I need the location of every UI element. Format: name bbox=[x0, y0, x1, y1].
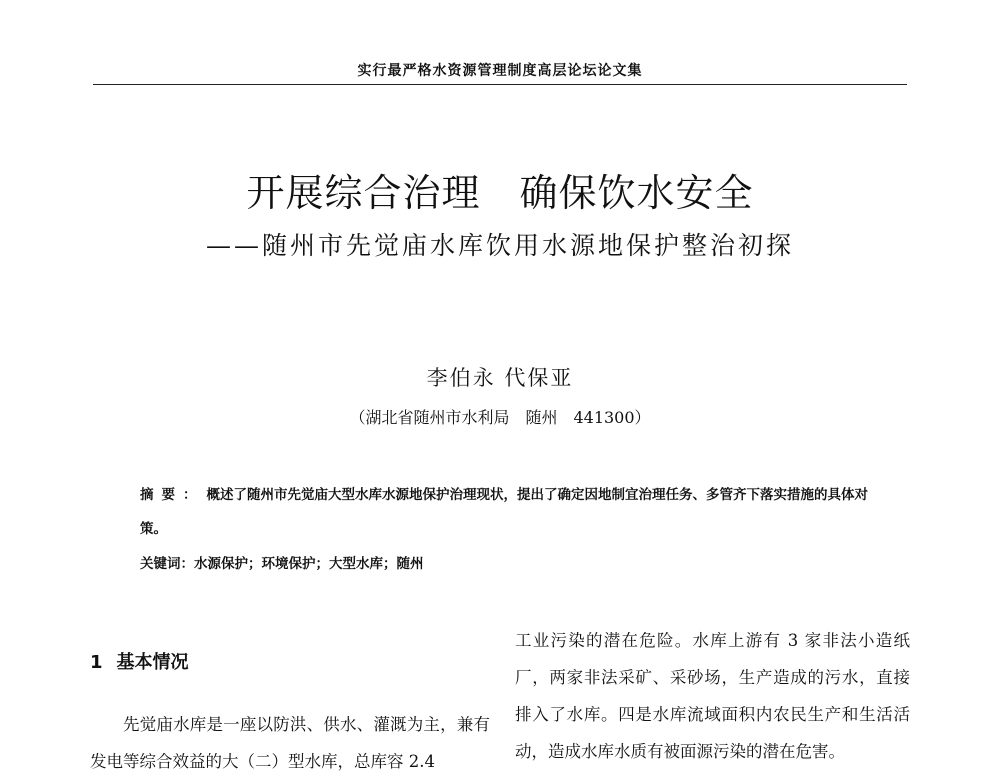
authors: 李伯永 代保亚 bbox=[426, 366, 574, 390]
keywords bbox=[140, 552, 880, 572]
body-paragraph-right: 工业污染的潜在危险。水库上游有 3 家非法小造纸厂，两家非法采矿、采砂场，生产造成的污水，直接排入了水库。四是水库流域面积内农民生产和生活活动，造成水库水质有被面源污染的潜在危害。 bbox=[515, 631, 910, 761]
right-column bbox=[515, 622, 910, 770]
running-header: 实行最严格水资源管理制度高层论坛论文集 bbox=[357, 63, 643, 79]
abstract bbox=[140, 478, 880, 546]
abstract-label: 摘要： bbox=[140, 487, 205, 503]
paper-subtitle: ——随州市先觉庙水库饮用水源地保护整治初探 bbox=[205, 231, 794, 260]
header-rule bbox=[93, 84, 907, 85]
keywords-text: 水源保护；环境保护；大型水库；随州 bbox=[194, 556, 424, 572]
keywords-label: 关键词： bbox=[140, 556, 194, 572]
paper-title: 开展综合治理 确保饮水安全 bbox=[246, 171, 754, 215]
body-paragraph: 先觉庙水库是一座以防洪、供水、灌溉为主，兼有发电等综合效益的大（二）型水库，总库容 2.4 bbox=[90, 715, 490, 771]
left-column bbox=[90, 650, 490, 780]
section-heading bbox=[90, 650, 490, 676]
section-number: 1 bbox=[90, 652, 103, 673]
abstract-text: 概述了随州市先觉庙大型水库水源地保护治理现状，提出了确定因地制宜治理任务、多管齐下落实措施的具体对策。 bbox=[140, 487, 868, 537]
section-title: 基本情况 bbox=[116, 652, 189, 673]
affiliation: （湖北省随州市水利局 随州 441300） bbox=[349, 408, 651, 427]
